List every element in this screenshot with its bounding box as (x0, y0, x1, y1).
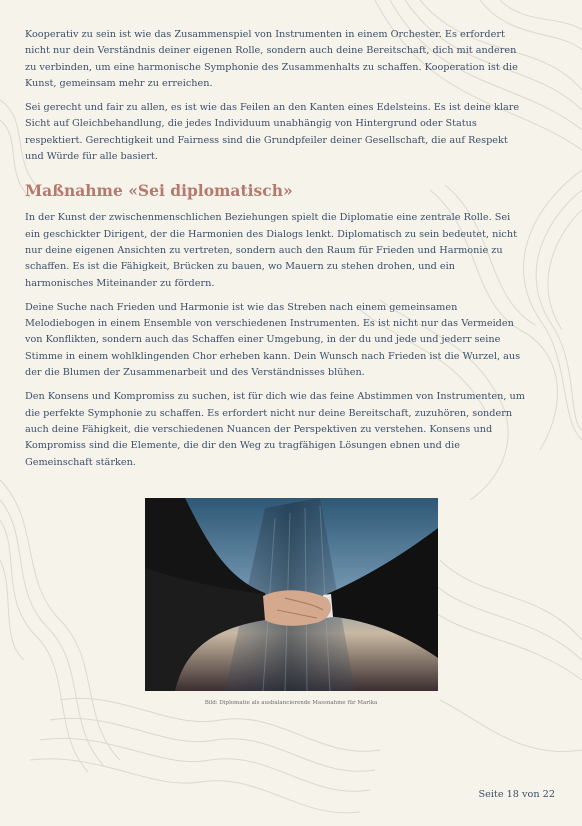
figure-caption: Bild: Diplomatie als ausbalancierende Massnahme für Marika (204, 700, 378, 706)
page-body (25, 27, 525, 479)
intro-paragraph-2: Sei gerecht und fair zu allen, es ist wie das Feilen an den Kanten eines Edelsteins. Es ist deine klare Sicht auf Gleichbehandlung, die jedes Individuum unabhängig von Hintergrund oder Status respektiert. Gerechtigkeit und Fairness sind die Grundpfeiler deiner Gesellschaft, die auf Respekt und Würde für alle basiert. (25, 102, 520, 163)
page-number: Seite 18 von 22 (478, 789, 555, 800)
section-paragraph-1: In der Kunst der zwischenmenschlichen Beziehungen spielt die Diplomatie eine zentrale Rolle. Sei ein geschickter Dirigent, der die Harmonien des Dialogs lenkt. Diplomatisch zu sein bedeutet, nicht nur deine eigenen Ansichten zu vertreten, sondern auch den Raum für Frieden und Harmonie zu schaffen. Es ist die Fähigkeit, Brücken zu bauen, wo Mauern zu stehen drohen, und ein harmonisches Miteinander zu fördern. (25, 212, 517, 289)
handshake-photo (145, 498, 438, 691)
section-paragraph-3: Den Konsens und Kompromiss zu suchen, ist für dich wie das feine Abstimmen von Instrumenten, um die perfekte Symphonie zu schaffen. Es erfordert nicht nur deine Bereitschaft, zuzuhören, sondern auch deine Fähigkeit, die verschiedenen Nuancen der Perspektiven zu verstehen. Konsens und Kompromiss sind die Elemente, die dir den Weg zu tragfähigen Lösungen ebnen und die Gemeinschaft stärken. (25, 391, 525, 468)
intro-paragraph-1: Kooperativ zu sein ist wie das Zusammenspiel von Instrumenten in einem Orchester. Es erfordert nicht nur dein Verständnis deiner eigenen Rolle, sondern auch deine Bereitschaft, dich mit anderen zu verbinden, um eine harmonische Symphonie des Zusammenhalts zu schaffen. Kooperation ist die Kunst, gemeinsam mehr zu erreichen. (25, 29, 518, 89)
section-heading: Maßnahme «Sei diplomatisch» (25, 181, 293, 201)
section-paragraph-2: Deine Suche nach Frieden und Harmonie ist wie das Streben nach einem gemeinsamen Melodiebogen in einem Ensemble von verschiedenen Instrumenten. Es ist nicht nur das Vermeiden von Konflikten, sondern auch das Schaffen einer Umgebung, in der du und jede und jederr seine Stimme in einem wohlklingenden Chor erheben kann. Dein Wunsch nach Frieden ist die Wurzel, aus der die Blumen der Zusammenarbeit und des Verständnisses blühen. (25, 301, 521, 379)
